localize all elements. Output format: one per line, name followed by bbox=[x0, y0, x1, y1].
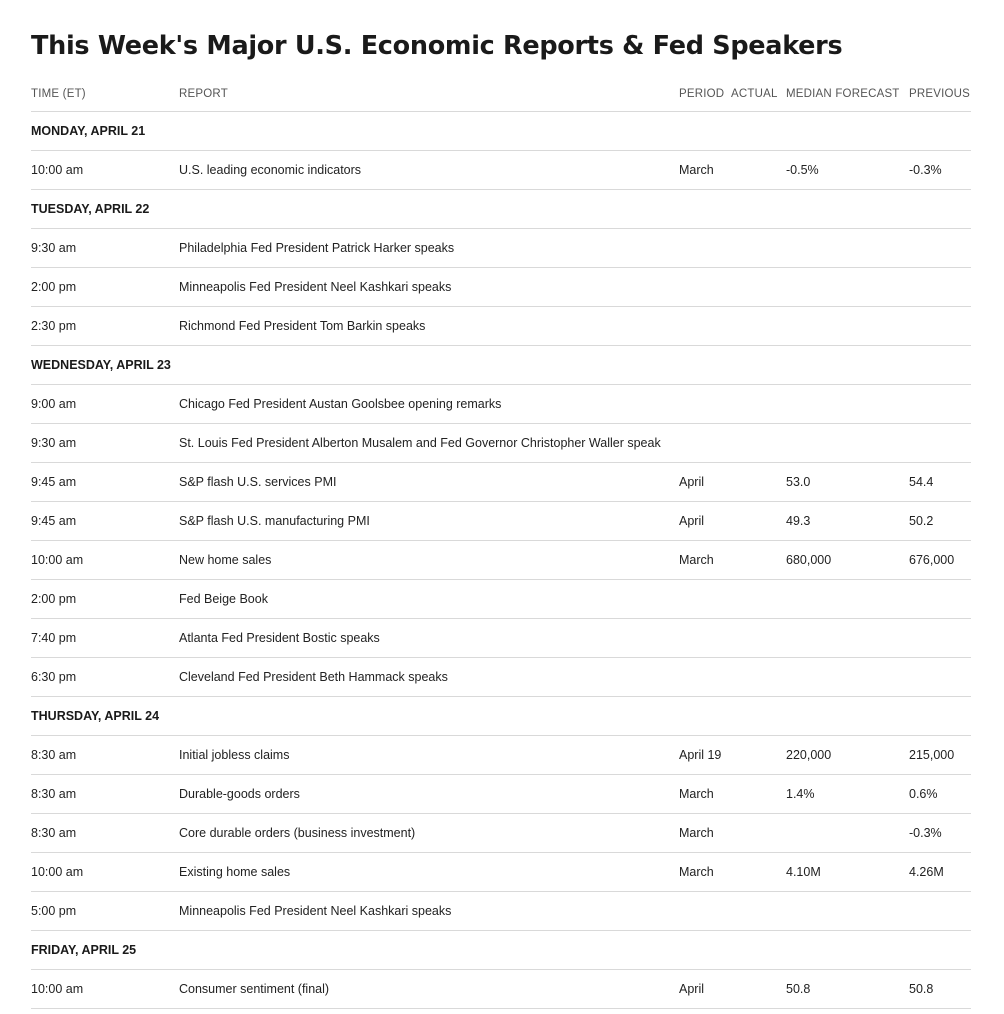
cell-actual bbox=[731, 852, 786, 891]
cell-time: 10:00 am bbox=[31, 150, 179, 189]
cell-actual bbox=[731, 969, 786, 1008]
column-header-report: REPORT bbox=[179, 77, 679, 111]
cell-period: March bbox=[679, 540, 731, 579]
cell-period: April bbox=[679, 969, 731, 1008]
cell-period bbox=[679, 891, 731, 930]
cell-previous bbox=[909, 306, 971, 345]
cell-median-forecast bbox=[786, 891, 909, 930]
cell-previous bbox=[909, 891, 971, 930]
cell-time: 10:00 am bbox=[31, 540, 179, 579]
cell-previous: 0.6% bbox=[909, 774, 971, 813]
cell-median-forecast bbox=[786, 579, 909, 618]
cell-previous: 215,000 bbox=[909, 735, 971, 774]
cell-report: Fed Beige Book bbox=[179, 579, 679, 618]
column-header-actual: ACTUAL bbox=[731, 77, 786, 111]
table-row bbox=[31, 891, 971, 930]
cell-actual bbox=[731, 813, 786, 852]
cell-previous bbox=[909, 267, 971, 306]
cell-report: S&P flash U.S. manufacturing PMI bbox=[179, 501, 679, 540]
cell-report: S&P flash U.S. services PMI bbox=[179, 462, 679, 501]
cell-previous: 54.4 bbox=[909, 462, 971, 501]
day-header-row bbox=[31, 930, 971, 969]
cell-time: 9:30 am bbox=[31, 228, 179, 267]
table-header bbox=[31, 77, 971, 111]
cell-report: Core durable orders (business investment) bbox=[179, 813, 679, 852]
cell-period bbox=[679, 267, 731, 306]
cell-actual bbox=[731, 423, 786, 462]
day-header-row bbox=[31, 696, 971, 735]
cell-period bbox=[679, 657, 731, 696]
table-row bbox=[31, 540, 971, 579]
day-header-row bbox=[31, 189, 971, 228]
cell-period: April 19 bbox=[679, 735, 731, 774]
cell-median-forecast: -0.5% bbox=[786, 150, 909, 189]
header-row bbox=[31, 77, 971, 111]
table-row bbox=[31, 501, 971, 540]
cell-report: St. Louis Fed President Alberton Musalem and Fed Governor Christopher Waller speak bbox=[179, 423, 679, 462]
cell-period: March bbox=[679, 774, 731, 813]
cell-time: 9:30 am bbox=[31, 423, 179, 462]
cell-actual bbox=[731, 462, 786, 501]
cell-report: U.S. leading economic indicators bbox=[179, 150, 679, 189]
cell-actual bbox=[731, 150, 786, 189]
cell-report: Atlanta Fed President Bostic speaks bbox=[179, 618, 679, 657]
table-row bbox=[31, 618, 971, 657]
cell-time: 10:00 am bbox=[31, 852, 179, 891]
cell-actual bbox=[731, 501, 786, 540]
cell-previous bbox=[909, 579, 971, 618]
day-header-row bbox=[31, 345, 971, 384]
cell-median-forecast: 220,000 bbox=[786, 735, 909, 774]
cell-median-forecast bbox=[786, 423, 909, 462]
table-row bbox=[31, 813, 971, 852]
table-row bbox=[31, 969, 971, 1008]
cell-time: 9:45 am bbox=[31, 462, 179, 501]
cell-previous: -0.3% bbox=[909, 813, 971, 852]
cell-median-forecast bbox=[786, 813, 909, 852]
cell-report: Minneapolis Fed President Neel Kashkari speaks bbox=[179, 891, 679, 930]
column-header-median-forecast: MEDIAN FORECAST bbox=[786, 77, 909, 111]
cell-time: 6:30 pm bbox=[31, 657, 179, 696]
cell-period: March bbox=[679, 813, 731, 852]
cell-previous: 4.26M bbox=[909, 852, 971, 891]
cell-period: April bbox=[679, 501, 731, 540]
cell-actual bbox=[731, 774, 786, 813]
cell-time: 2:30 pm bbox=[31, 306, 179, 345]
cell-median-forecast: 1.4% bbox=[786, 774, 909, 813]
cell-actual bbox=[731, 384, 786, 423]
cell-median-forecast bbox=[786, 657, 909, 696]
cell-period bbox=[679, 423, 731, 462]
cell-report: Consumer sentiment (final) bbox=[179, 969, 679, 1008]
table-row bbox=[31, 852, 971, 891]
cell-median-forecast: 680,000 bbox=[786, 540, 909, 579]
cell-median-forecast bbox=[786, 228, 909, 267]
day-label: FRIDAY, APRIL 25 bbox=[31, 930, 971, 969]
cell-time: 7:40 pm bbox=[31, 618, 179, 657]
cell-actual bbox=[731, 579, 786, 618]
cell-actual bbox=[731, 306, 786, 345]
cell-median-forecast: 49.3 bbox=[786, 501, 909, 540]
table-row bbox=[31, 579, 971, 618]
cell-previous: 50.2 bbox=[909, 501, 971, 540]
cell-previous bbox=[909, 618, 971, 657]
cell-median-forecast: 50.8 bbox=[786, 969, 909, 1008]
cell-previous: 676,000 bbox=[909, 540, 971, 579]
table-row bbox=[31, 462, 971, 501]
cell-report: Initial jobless claims bbox=[179, 735, 679, 774]
cell-time: 9:00 am bbox=[31, 384, 179, 423]
economic-calendar-table bbox=[31, 77, 971, 1009]
day-label: MONDAY, APRIL 21 bbox=[31, 111, 971, 150]
cell-median-forecast bbox=[786, 618, 909, 657]
cell-period bbox=[679, 618, 731, 657]
cell-actual bbox=[731, 657, 786, 696]
cell-median-forecast: 53.0 bbox=[786, 462, 909, 501]
cell-period: March bbox=[679, 150, 731, 189]
cell-time: 2:00 pm bbox=[31, 267, 179, 306]
table-row bbox=[31, 306, 971, 345]
cell-time: 5:00 pm bbox=[31, 891, 179, 930]
cell-report: Chicago Fed President Austan Goolsbee opening remarks bbox=[179, 384, 679, 423]
cell-previous bbox=[909, 657, 971, 696]
cell-period: April bbox=[679, 462, 731, 501]
cell-median-forecast bbox=[786, 306, 909, 345]
cell-period bbox=[679, 228, 731, 267]
cell-period: March bbox=[679, 852, 731, 891]
cell-time: 10:00 am bbox=[31, 969, 179, 1008]
table-row bbox=[31, 735, 971, 774]
cell-period bbox=[679, 579, 731, 618]
cell-report: Cleveland Fed President Beth Hammack speaks bbox=[179, 657, 679, 696]
cell-previous: -0.3% bbox=[909, 150, 971, 189]
cell-actual bbox=[731, 267, 786, 306]
cell-actual bbox=[731, 540, 786, 579]
cell-actual bbox=[731, 891, 786, 930]
cell-time: 2:00 pm bbox=[31, 579, 179, 618]
page-title: This Week's Major U.S. Economic Reports & Fed Speakers bbox=[31, 31, 843, 61]
cell-median-forecast bbox=[786, 267, 909, 306]
table-row bbox=[31, 228, 971, 267]
cell-report: Minneapolis Fed President Neel Kashkari speaks bbox=[179, 267, 679, 306]
cell-previous: 50.8 bbox=[909, 969, 971, 1008]
cell-actual bbox=[731, 735, 786, 774]
cell-median-forecast: 4.10M bbox=[786, 852, 909, 891]
cell-report: Durable-goods orders bbox=[179, 774, 679, 813]
cell-report: New home sales bbox=[179, 540, 679, 579]
table-row bbox=[31, 657, 971, 696]
table-row bbox=[31, 423, 971, 462]
cell-time: 8:30 am bbox=[31, 813, 179, 852]
column-header-previous: PREVIOUS bbox=[909, 77, 971, 111]
cell-report: Richmond Fed President Tom Barkin speaks bbox=[179, 306, 679, 345]
day-label: WEDNESDAY, APRIL 23 bbox=[31, 345, 971, 384]
cell-previous bbox=[909, 228, 971, 267]
day-label: TUESDAY, APRIL 22 bbox=[31, 189, 971, 228]
cell-period bbox=[679, 306, 731, 345]
table-row bbox=[31, 150, 971, 189]
table-row bbox=[31, 267, 971, 306]
cell-time: 8:30 am bbox=[31, 735, 179, 774]
cell-actual bbox=[731, 618, 786, 657]
cell-median-forecast bbox=[786, 384, 909, 423]
column-header-period: PERIOD bbox=[679, 77, 731, 111]
day-label: THURSDAY, APRIL 24 bbox=[31, 696, 971, 735]
table-row bbox=[31, 774, 971, 813]
cell-report: Existing home sales bbox=[179, 852, 679, 891]
table-row bbox=[31, 384, 971, 423]
cell-previous bbox=[909, 384, 971, 423]
cell-period bbox=[679, 384, 731, 423]
table-body bbox=[31, 111, 971, 1008]
day-header-row bbox=[31, 111, 971, 150]
cell-time: 8:30 am bbox=[31, 774, 179, 813]
cell-report: Philadelphia Fed President Patrick Harker speaks bbox=[179, 228, 679, 267]
cell-actual bbox=[731, 228, 786, 267]
column-header-time: TIME (ET) bbox=[31, 77, 179, 111]
cell-time: 9:45 am bbox=[31, 501, 179, 540]
cell-previous bbox=[909, 423, 971, 462]
